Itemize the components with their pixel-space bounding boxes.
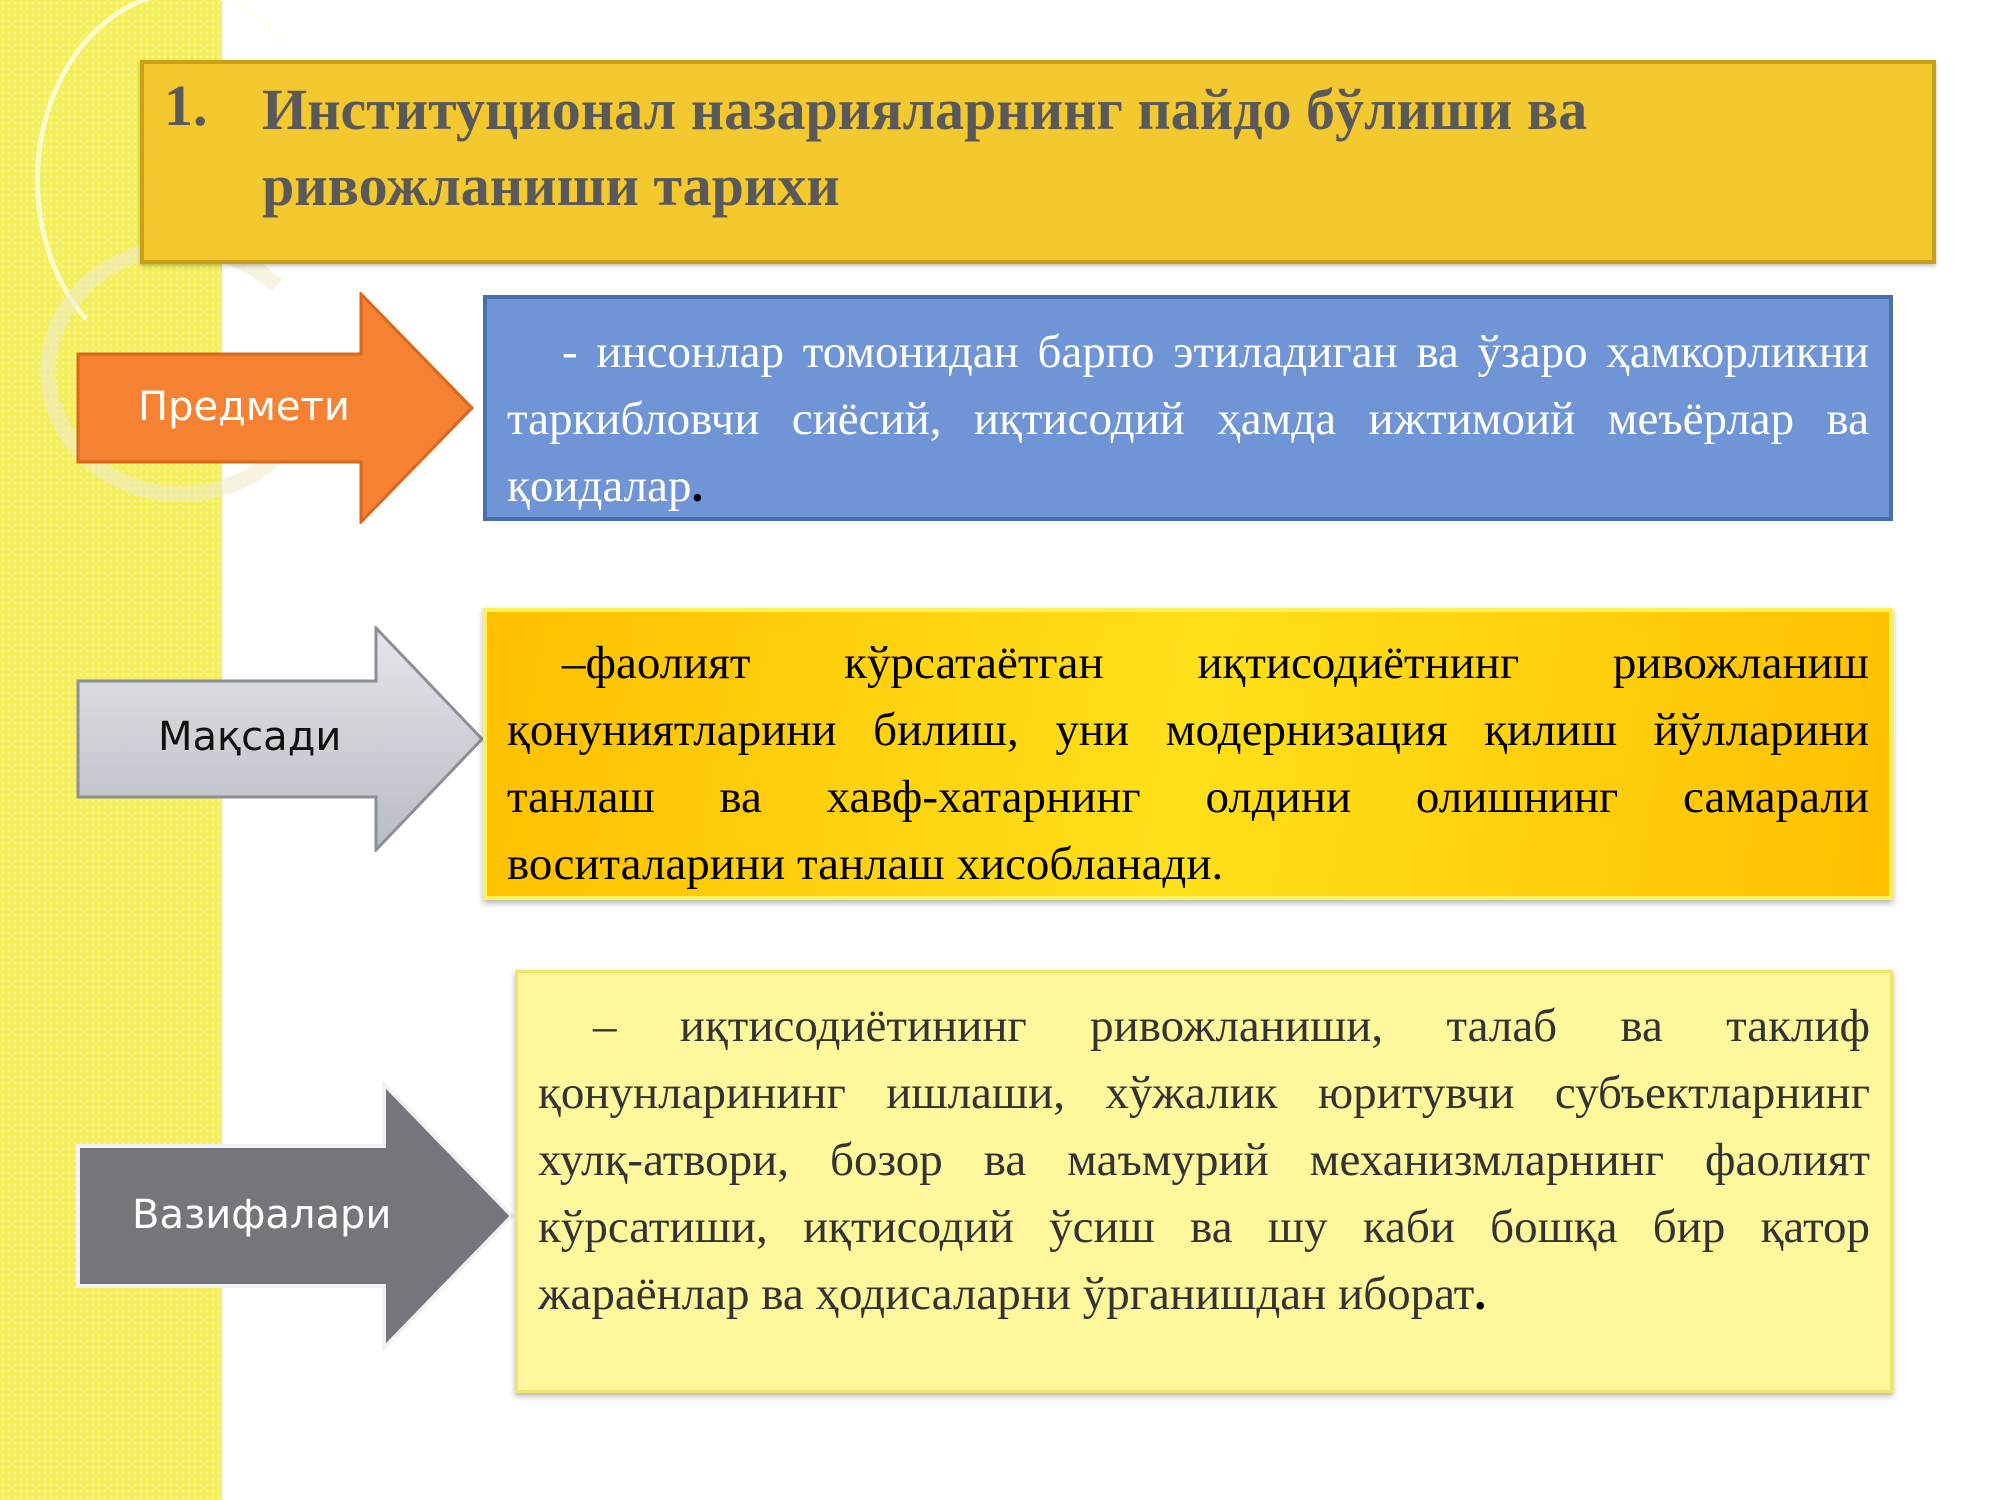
tasks-end-mark: . <box>1474 1268 1487 1320</box>
subject-label: Предмети <box>138 384 350 430</box>
subject-end-mark: . <box>691 460 704 512</box>
tasks-text-box <box>515 970 1893 1393</box>
tasks-description: – иқтисодиётининг ривожланиши, талаб ва таклиф қонунларининг ишлаши, хўжалик юритувчи субъектларнинг хулқ-атвори, бозор ва маъмурий механизмларнинг фаолият кўрсатиши, иқтисодий ўсиш ва шу каби бошқа бир қатор жараёнлар ва ҳодисаларни ўрганишдан иборат <box>538 1000 1870 1320</box>
slide-title-box <box>140 60 1936 264</box>
goal-description: –фаолият кўрсатаётган иқтисодиётнинг ривожланиш қонуниятларини билиш, уни модернизация қилиш йўлларини танлаш ва хавф-хатарнинг олдини олишнинг самарали воситаларини танлаш хисобланади. <box>507 637 1869 890</box>
subject-description: - инсонлар томонидан барпо этиладиган ва ўзаро ҳамкорликни таркибловчи сиёсий, иқтисодий ҳамда ижтимоий меъёрлар ва қоидалар <box>507 326 1869 512</box>
tasks-arrow <box>76 1082 516 1350</box>
goal-arrow <box>76 626 486 852</box>
goal-label: Мақсади <box>158 714 342 760</box>
title-number: 1. <box>164 73 208 138</box>
subject-text-box <box>483 295 1893 521</box>
slide-title: Институционал назарияларнинг пайдо бўлиши ва ривожланиши тарихи <box>262 77 1588 218</box>
goal-text-box <box>483 608 1893 900</box>
tasks-label: Вазифалари <box>132 1192 392 1238</box>
subject-arrow <box>76 292 476 524</box>
